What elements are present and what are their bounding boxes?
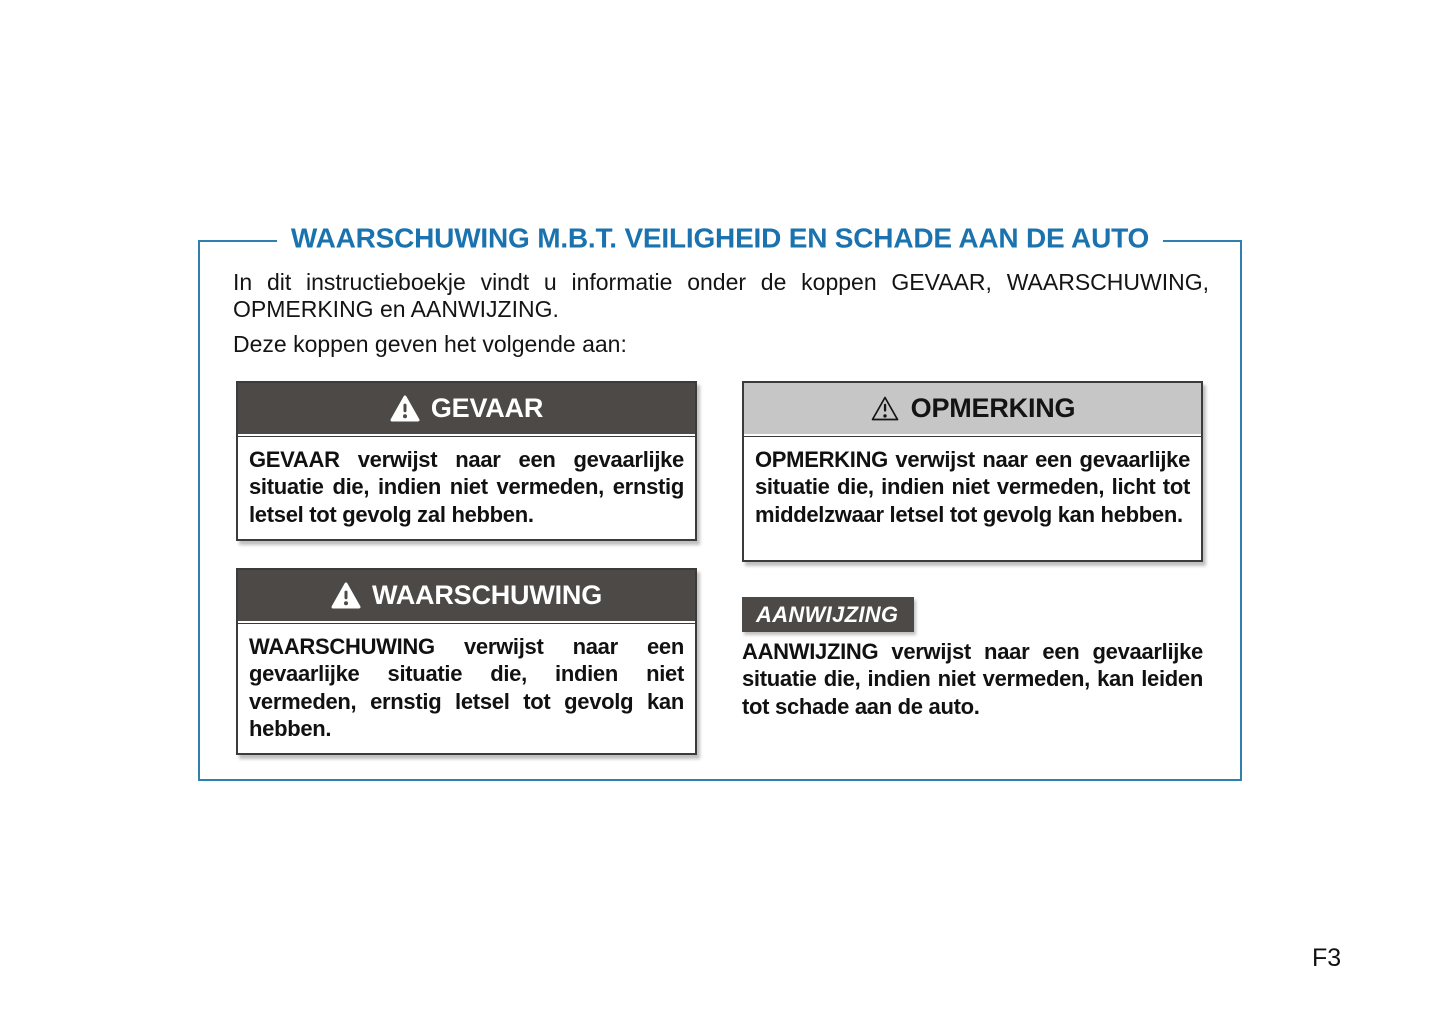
opmerking-body: OPMERKING verwijst naar een gevaarlijke situatie die, indien niet vermeden, licht tot middelzwaar letsel tot gevolg kan hebben. (744, 436, 1201, 539)
waarschuwing-label: WAARSCHUWING (371, 580, 603, 610)
gevaar-body: GEVAAR verwijst naar een gevaarlijke situatie die, indien niet vermeden, ernstig letsel tot gevolg zal hebben. (238, 436, 695, 539)
aanwijzing-label: AANWIJZING (756, 601, 899, 627)
lead-paragraph: Deze koppen geven het volgende aan: (233, 331, 627, 357)
opmerking-header (744, 383, 1201, 434)
intro-paragraph: In dit instructieboekje vindt u informatie onder de koppen GEVAAR, WAARSCHUWING, OPMERKING en AANWIJZING. (233, 269, 1209, 323)
warning-triangle-outline-icon (870, 395, 900, 422)
opmerking-label: OPMERKING (910, 393, 1076, 423)
gevaar-box (236, 381, 697, 541)
page-title-text: WAARSCHUWING M.B.T. VEILIGHEID EN SCHADE AAN DE AUTO (277, 223, 1163, 254)
aanwijzing-body: AANWIJZING verwijst naar een gevaarlijke situatie die, indien niet vermeden, kan leiden tot schade aan de auto. (742, 639, 1203, 719)
warning-triangle-filled-icon (390, 395, 420, 422)
waarschuwing-header (238, 570, 695, 621)
warning-triangle-filled-icon (331, 582, 361, 609)
page-number: F3 (1312, 944, 1342, 972)
gevaar-header (238, 383, 695, 434)
waarschuwing-body: WAARSCHUWING verwijst naar een gevaarlijke situatie die, indien niet vermeden, ernstig letsel tot gevolg kan hebben. (238, 623, 695, 753)
gevaar-label: GEVAAR (430, 393, 544, 423)
page-title (198, 223, 1242, 255)
aanwijzing-badge (742, 597, 914, 632)
opmerking-box (742, 381, 1203, 562)
waarschuwing-box (236, 568, 697, 755)
